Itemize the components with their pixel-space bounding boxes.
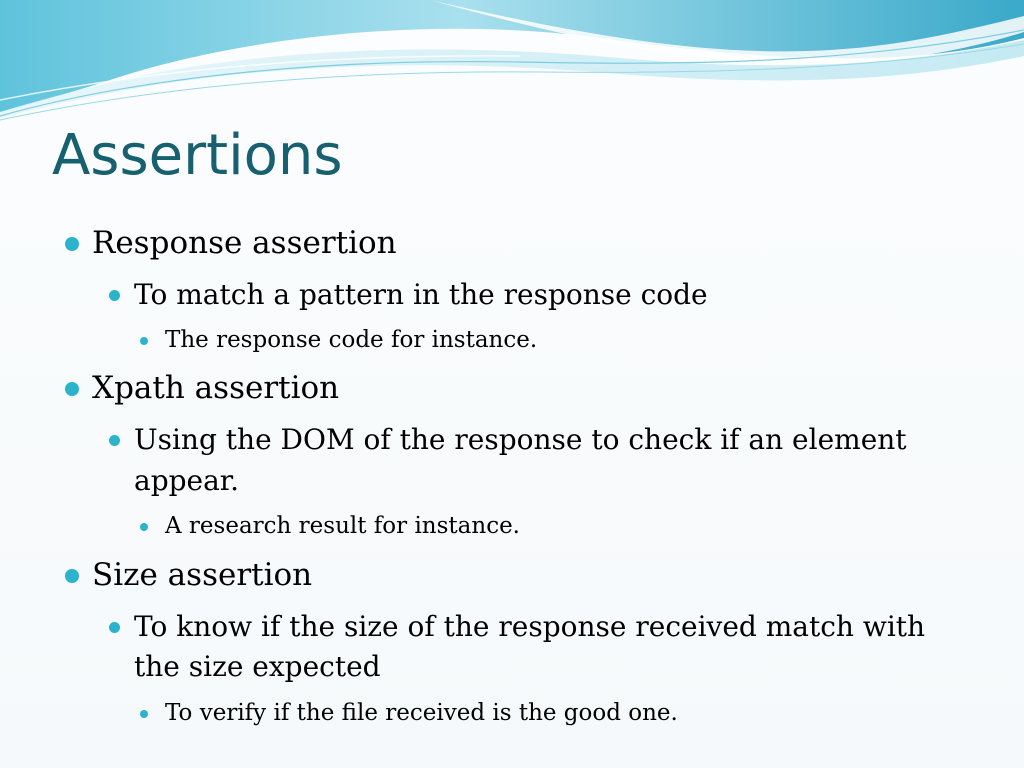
bullet-level3 (165, 699, 678, 727)
bullet-continuation (134, 464, 239, 498)
bullet-level2 (134, 610, 925, 644)
bullet-text: appear. (134, 464, 240, 497)
bullet-level3 (165, 326, 537, 354)
bullet-text: A research result for instance. (165, 513, 520, 539)
bullet-text: Xpath assertion (92, 370, 340, 406)
bullet-dot-icon (140, 523, 148, 531)
bullet-text: the size expected (134, 650, 381, 683)
bullet-level1 (92, 557, 312, 595)
bullet-text: To know if the size of the response received match with (134, 610, 926, 643)
bullet-dot-icon (65, 382, 79, 396)
bullet-text: The response code for instance. (165, 327, 538, 353)
bullet-level2 (134, 278, 708, 312)
slide-title: Assertions (52, 123, 343, 188)
bullet-level2 (134, 423, 907, 457)
bullet-dot-icon (109, 622, 120, 633)
bullet-text: Size assertion (92, 557, 313, 593)
bullet-continuation (134, 650, 381, 684)
bullet-text: To verify if the file received is the good one. (165, 700, 678, 726)
bullet-dot-icon (109, 435, 120, 446)
bullet-dot-icon (65, 569, 79, 583)
bullet-level1 (92, 370, 339, 408)
bullet-dot-icon (65, 237, 79, 251)
bullet-dot-icon (140, 710, 148, 718)
bullet-level1 (92, 225, 397, 263)
bullet-level3 (165, 512, 520, 540)
bullet-dot-icon (140, 337, 148, 345)
bullet-dot-icon (109, 290, 120, 301)
bullet-text: To match a pattern in the response code (134, 278, 708, 311)
bullet-text: Response assertion (92, 225, 397, 261)
bullet-text: Using the DOM of the response to check if an element (134, 423, 907, 456)
